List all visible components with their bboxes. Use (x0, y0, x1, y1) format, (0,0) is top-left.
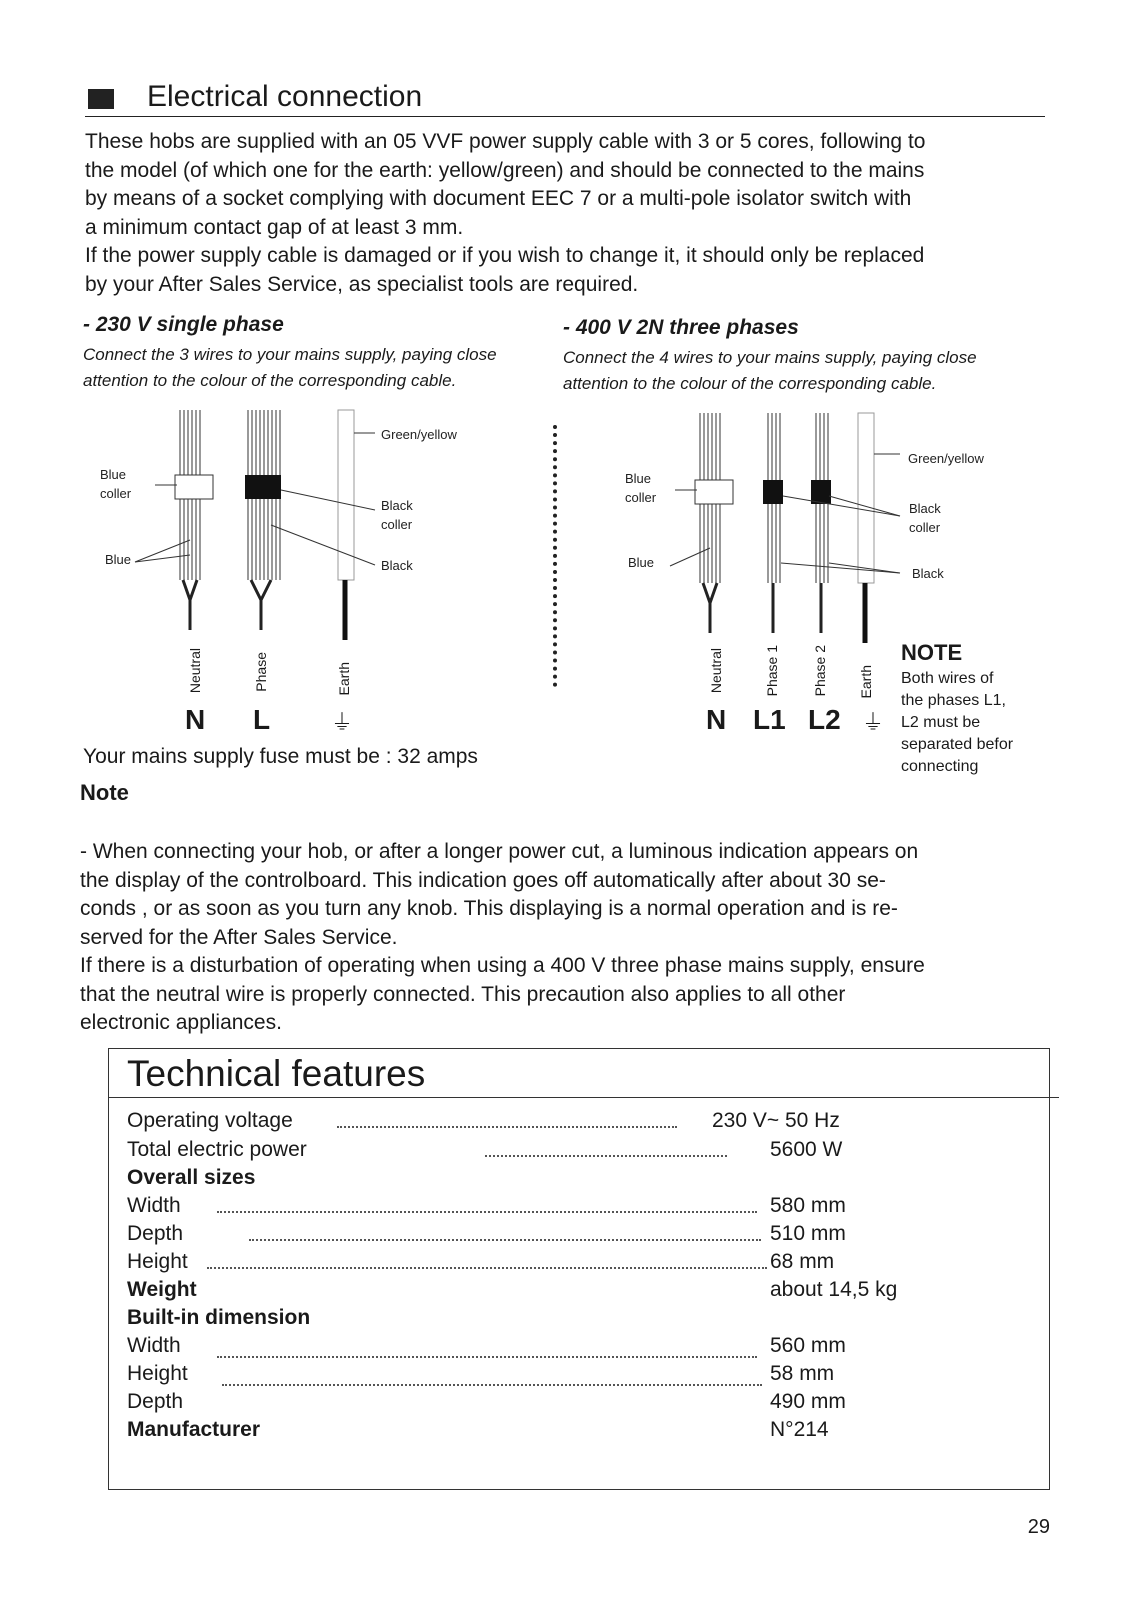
heading-square-icon (88, 89, 114, 109)
spec-value: 560 mm (770, 1334, 846, 1357)
spec-value: 230 V~ 50 Hz (712, 1109, 840, 1132)
note-line: separated befor (901, 736, 1014, 753)
spec-label: Depth (127, 1222, 184, 1245)
label-black-3ph: Black (912, 566, 944, 581)
wire-label-earth: Earth (336, 662, 352, 696)
spec-value: 58 mm (770, 1362, 835, 1385)
terminal-l: L (253, 704, 271, 735)
intro-line: by means of a socket complying with document EEC 7 or a multi-pole isolator switch with (85, 187, 912, 210)
label-blue-coller-1: Blue (100, 467, 127, 482)
spec-row (127, 1138, 1027, 1166)
spec-label: Height (127, 1250, 188, 1273)
note-body-line: electronic appliances. (80, 1011, 282, 1034)
intro-line: These hobs are supplied with an 05 VVF power supply cable with 3 or 5 cores, following to (85, 130, 926, 153)
spec-row (127, 1334, 1027, 1362)
note-body-line: served for the After Sales Service. (80, 925, 398, 949)
technical-features-title: Technical features (127, 1053, 426, 1094)
note-line: connecting (901, 758, 979, 775)
note-body-line: that the neutral wire is properly connected. This precaution also applies to all other (80, 982, 846, 1006)
note-body-line: - When connecting your hob, or after a longer power cut, a luminous indication appears on (80, 840, 919, 863)
label-black-coller-2: coller (381, 517, 413, 532)
label-blue: Blue (105, 552, 132, 567)
earth-cable (858, 413, 874, 583)
spec-label: Height (127, 1362, 188, 1385)
leader-line (783, 496, 900, 516)
intro-line: the model (of which one for the earth: yellow/green) and should be connected to the mains (85, 158, 925, 182)
three-phase-note-text (901, 668, 1013, 778)
note-line: the phases L1, (901, 692, 1006, 709)
spec-row (127, 1194, 1027, 1222)
spec-row (127, 1362, 1027, 1390)
three-phase-diagram (615, 408, 915, 653)
wire-label-earth-3ph: Earth (858, 665, 874, 699)
spec-label: Total electric power (127, 1138, 307, 1161)
section-title: Electrical connection (147, 80, 423, 113)
blue-coller (175, 475, 213, 499)
spec-label: Depth (127, 1390, 184, 1413)
wire-label-neutral-3ph: Neutral (708, 648, 724, 694)
spec-label: Weight (127, 1278, 197, 1301)
three-phase-desc-line: Connect the 4 wires to your mains supply, paying close (563, 348, 977, 367)
intro-paragraph (85, 128, 1050, 299)
three-phase-desc-line: attention to the colour of the corresponding cable. (563, 374, 937, 393)
leader-line (271, 525, 375, 565)
spec-row (127, 1278, 1027, 1306)
note-body (80, 838, 1048, 1038)
intro-line: by your After Sales Service, as specialist tools are required. (85, 272, 639, 296)
spec-label: Built-in dimension (127, 1306, 311, 1329)
three-phase-desc (563, 345, 977, 397)
terminal-n: N (185, 704, 206, 735)
neutral-wire-end (183, 580, 197, 630)
single-phase-diagram (95, 405, 495, 655)
spec-value: about 14,5 kg (770, 1278, 898, 1301)
spec-value: 580 mm (770, 1194, 846, 1217)
phase-wire-end (251, 580, 271, 630)
leader-dots (337, 1126, 677, 1128)
spec-label: Width (127, 1334, 181, 1357)
intro-line: a minimum contact gap of at least 3 mm. (85, 215, 464, 239)
wire-label-neutral: Neutral (187, 648, 203, 694)
page-number: 29 (1027, 1516, 1050, 1538)
spec-value: N°214 (770, 1418, 829, 1441)
leader-line (281, 490, 375, 510)
intro-line: If the power supply cable is damaged or if you wish to change it, it should only be replaced (85, 244, 925, 267)
leader-dots (222, 1384, 762, 1386)
label-blue-coller-3ph-2: coller (625, 490, 657, 505)
leader-dots (217, 1356, 757, 1358)
single-phase-desc (83, 342, 497, 394)
label-blue-3ph: Blue (628, 555, 655, 570)
spec-row (127, 1390, 1027, 1418)
spec-row (127, 1306, 1027, 1334)
note-heading: Note (80, 780, 129, 805)
blue-coller (695, 480, 733, 504)
single-phase-desc-line: Connect the 3 wires to your mains supply, paying close (83, 345, 497, 364)
note-line: L2 must be (901, 714, 981, 731)
wire-label-phase: Phase (253, 652, 269, 692)
leader-dots (207, 1267, 767, 1269)
spec-row (127, 1109, 1027, 1137)
single-phase-title: - 230 V single phase (83, 313, 284, 336)
technical-features-box (108, 1048, 1050, 1490)
leader-dots (249, 1239, 761, 1241)
spec-value: 490 mm (770, 1390, 846, 1413)
leader-dots (485, 1155, 727, 1157)
earth-cable (338, 410, 354, 580)
black-coller (245, 475, 281, 499)
note-body-line: If there is a disturbation of operating when using a 400 V three phase mains supply, ensure (80, 954, 925, 977)
terminal-l1: L1 (753, 704, 786, 735)
spec-value: 5600 W (770, 1138, 843, 1161)
terminal-l2: L2 (808, 704, 841, 735)
title-divider (109, 1097, 1059, 1098)
fuse-text: Your mains supply fuse must be : 32 amps (83, 745, 478, 768)
label-black-coller-3ph-2: coller (909, 520, 941, 535)
note-line: Both wires of (901, 670, 994, 687)
leader-dots (217, 1211, 757, 1213)
spec-label: Width (127, 1194, 181, 1217)
spec-label: Manufacturer (127, 1418, 261, 1441)
spec-row (127, 1418, 1027, 1446)
label-blue-coller-2: coller (100, 486, 132, 501)
neutral-wire-end (703, 583, 717, 633)
column-divider (553, 425, 557, 687)
label-blue-coller-3ph-1: Blue (625, 471, 652, 486)
terminal-n-3ph: N (706, 704, 727, 735)
note-body-line: the display of the controlboard. This indication goes off automatically after about 30 se- (80, 868, 886, 892)
three-phase-note-title: NOTE (901, 640, 963, 665)
three-phase-title: - 400 V 2N three phases (563, 316, 799, 339)
spec-row (127, 1166, 1027, 1194)
label-green-yellow: Green/yellow (381, 427, 457, 442)
spec-value: 68 mm (770, 1250, 835, 1273)
section-heading (85, 80, 1045, 117)
spec-label: Operating voltage (127, 1109, 293, 1132)
spec-label: Overall sizes (127, 1166, 256, 1189)
spec-row (127, 1222, 1027, 1250)
label-green-yellow-3ph: Green/yellow (908, 451, 984, 466)
wire-label-phase2: Phase 2 (812, 645, 828, 697)
black-coller-2 (811, 480, 831, 504)
earth-symbol-icon: ⏚ (331, 710, 354, 735)
black-coller-1 (763, 480, 783, 504)
spec-row (127, 1250, 1027, 1278)
label-black-coller-3ph-1: Black (909, 501, 941, 516)
spec-value: 510 mm (770, 1222, 846, 1245)
label-black: Black (381, 558, 413, 573)
single-phase-desc-line: attention to the colour of the corresponding cable. (83, 371, 457, 390)
note-body-line: conds , or as soon as you turn any knob. This displaying is a normal operation and is re- (80, 897, 898, 920)
earth-symbol-3ph-icon: ⏚ (862, 710, 885, 735)
wire-label-phase1: Phase 1 (764, 645, 780, 697)
label-black-coller-1: Black (381, 498, 413, 513)
